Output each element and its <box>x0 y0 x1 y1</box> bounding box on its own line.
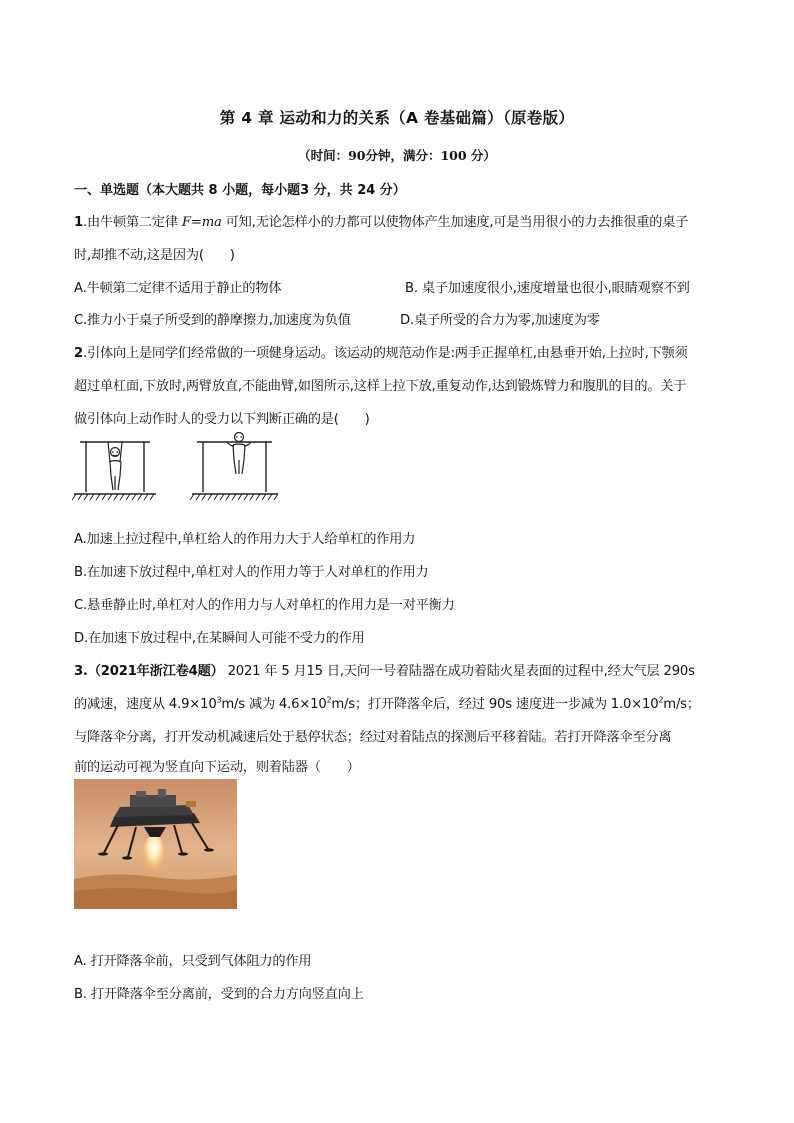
lander-photo <box>74 779 237 909</box>
q2-option-c: C.悬垂静止时,单杠对人的作用力与人对单杠的作用力是一对平衡力 <box>74 598 455 613</box>
q3-source: .（2021年浙江卷4题） <box>82 664 224 679</box>
q3-line-3: 与降落伞分离，打开发动机减速后处于悬停状态；经过对着陆点的探测后平移着陆。若打开降落伞至分离 <box>74 730 672 745</box>
exam-time-info: （时间：90分钟，满分：100 分） <box>298 148 496 163</box>
q1-number: 1 <box>74 215 83 230</box>
pull-up-figure <box>72 432 302 508</box>
q1-line-2: 时,却推不动,这是因为( ) <box>74 248 235 263</box>
q3-line-4: 前的运动可视为竖直向下运动，则着陆器（ ） <box>74 760 360 775</box>
q2-line-1: 2.引体向上是同学们经常做的一项健身运动。该运动的规范动作是:两手正握单杠,由悬垂开始,上拉时,下颚须 <box>74 346 688 361</box>
q2-line-3: 做引体向上动作时人的受力以下判断正确的是( ) <box>74 412 370 427</box>
q1-option-c: C.推力小于桌子所受到的静摩擦力,加速度为负值 <box>74 313 351 328</box>
q1-option-d: D.桌子所受的合力为零,加速度为零 <box>400 313 600 328</box>
person-hanging <box>108 442 122 490</box>
section-heading: 一、单选题（本大题共 8 小题，每小题3 分，共 24 分） <box>74 183 406 198</box>
q3-number: 3 <box>74 664 83 679</box>
q3-line-2: 的减速，速度从 $4.9\times 10^3m/s$ 减为 $4.6\times 10^2m/s$；打开降落伞后，经过 90s 速度进一步减为 $1.0\times 10^2m/s$； <box>74 695 700 712</box>
q1-line-1: 1.由牛顿第二定律 F=ma 可知,无论怎样小的力都可以使物体产生加速度,可是当用很小的力去推很重的桌子 <box>74 215 689 230</box>
ground-hatch-left <box>72 494 154 500</box>
q3-option-b: B. 打开降落伞至分离前，受到的合力方向竖直向上 <box>74 987 364 1002</box>
q1-option-a: A.牛顿第二定律不适用于静止的物体 <box>74 281 282 296</box>
q2-line-2: 超过单杠面,下放时,两臂放直,不能曲臂,如图所示,这样上拉下放,重复动作,达到锻炼臂力和腹肌的目的。关于 <box>74 379 687 394</box>
person-pulled-up <box>227 433 251 475</box>
q2-option-d: D.在加速下放过程中,在某瞬间人可能不受力的作用 <box>74 631 365 646</box>
q2-option-b: B.在加速下放过程中,单杠对人的作用力等于人对单杠的作用力 <box>74 565 429 580</box>
q1-option-b: B. 桌子加速度很小,速度增量也很小,眼睛观察不到 <box>405 281 690 296</box>
ground-hatch-right <box>190 494 278 500</box>
q2-number: 2 <box>74 346 83 361</box>
q2-option-a: A.加速上拉过程中,单杠给人的作用力大于人给单杠的作用力 <box>74 532 416 547</box>
formula: F=ma <box>181 215 222 230</box>
q3-line-1: 3.（2021年浙江卷4题） 2021 年 5 月15 日,天问一号着陆器在成功着陆火星表面的过程中,经大气层 290s <box>74 664 695 679</box>
q3-option-a: A. 打开降落伞前，只受到气体阻力的作用 <box>74 954 312 969</box>
page-title: 第 4 章 运动和力的关系（A 卷基础篇）（原卷版） <box>219 109 575 127</box>
